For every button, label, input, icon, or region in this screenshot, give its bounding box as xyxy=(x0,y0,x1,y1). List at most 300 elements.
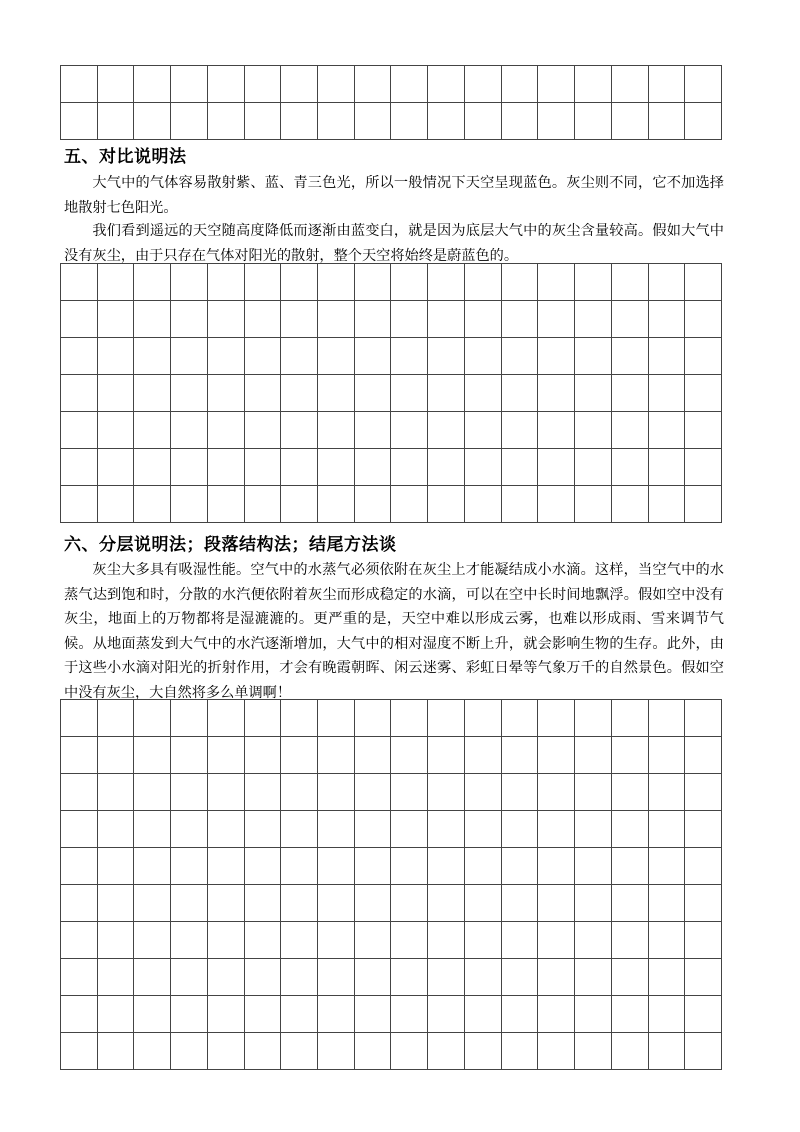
grid-cell xyxy=(391,848,428,885)
grid-cell xyxy=(575,848,612,885)
grid-cell xyxy=(208,103,245,140)
grid-cell xyxy=(685,885,722,922)
section-6-paragraph-1: 灰尘大多具有吸湿性能。空气中的水蒸气必须依附在灰尘上才能凝结成小水滴。这样，当空气中的水蒸气达到饱和时，分散的水汽便依附着灰尘而形成稳定的水滴，可以在空中长时间地飘浮。假如空中没有灰尘，地面上的万物都将是湿漉漉的。更严重的是，天空中难以形成云雾，也难以形成雨、雪来调节气候。从地面蒸发到大气中的水汽逐渐增加，大气中的相对湿度不断上升，就会影响生物的生存。此外，由于这些小水滴对阳光的折射作用，才会有晚霞朝晖、闲云迷雾、彩虹日晕等气象万千的自然景色。假如空中没有灰尘，大自然将多么单调啊！ xyxy=(64,562,724,701)
grid-cell xyxy=(171,301,208,338)
grid-cell xyxy=(538,449,575,486)
grid-cell xyxy=(391,737,428,774)
grid-cell xyxy=(318,996,355,1033)
grid-cell xyxy=(391,66,428,103)
grid-cell xyxy=(208,811,245,848)
grid-cell xyxy=(245,412,282,449)
grid-cell xyxy=(465,1033,502,1070)
grid-cell xyxy=(428,737,465,774)
grid-cell xyxy=(318,412,355,449)
grid-cell xyxy=(318,66,355,103)
grid-cell xyxy=(391,959,428,996)
grid-cell xyxy=(61,264,98,301)
grid-cell xyxy=(208,264,245,301)
grid-cell xyxy=(98,375,135,412)
grid-cell xyxy=(612,338,649,375)
grid-cell xyxy=(355,338,392,375)
grid-cell xyxy=(134,885,171,922)
grid-cell xyxy=(428,338,465,375)
grid-cell xyxy=(281,264,318,301)
grid-cell xyxy=(685,375,722,412)
grid-cell xyxy=(171,1033,208,1070)
grid-cell xyxy=(649,301,686,338)
grid-cell xyxy=(575,66,612,103)
grid-cell xyxy=(575,301,612,338)
grid-cell xyxy=(649,811,686,848)
grid-cell xyxy=(575,449,612,486)
grid-cell xyxy=(98,412,135,449)
grid-cell xyxy=(355,66,392,103)
grid-cell xyxy=(98,1033,135,1070)
grid-cell xyxy=(465,700,502,737)
grid-cell xyxy=(649,264,686,301)
grid-cell xyxy=(685,922,722,959)
grid-cell xyxy=(355,959,392,996)
grid-cell xyxy=(245,774,282,811)
grid-cell xyxy=(171,700,208,737)
grid-cell xyxy=(61,301,98,338)
grid-cell xyxy=(245,338,282,375)
grid-cell xyxy=(98,449,135,486)
grid-cell xyxy=(61,1033,98,1070)
grid-cell xyxy=(465,885,502,922)
grid-cell xyxy=(502,486,539,523)
grid-cell xyxy=(538,700,575,737)
grid-cell xyxy=(61,338,98,375)
grid-cell xyxy=(134,103,171,140)
grid-cell xyxy=(538,66,575,103)
grid-cell xyxy=(649,449,686,486)
grid-cell xyxy=(355,486,392,523)
grid-cell xyxy=(465,922,502,959)
grid-cell xyxy=(245,66,282,103)
grid-cell xyxy=(575,885,612,922)
grid-cell xyxy=(171,774,208,811)
grid-cell xyxy=(649,848,686,885)
grid-cell xyxy=(318,922,355,959)
grid-cell xyxy=(612,264,649,301)
grid-cell xyxy=(649,103,686,140)
grid-cell xyxy=(612,959,649,996)
grid-cell xyxy=(318,848,355,885)
grid-cell xyxy=(465,264,502,301)
grid-cell xyxy=(318,811,355,848)
grid-cell xyxy=(538,885,575,922)
grid-cell xyxy=(208,338,245,375)
grid-cell xyxy=(281,1033,318,1070)
grid-cell xyxy=(538,959,575,996)
grid-cell xyxy=(465,811,502,848)
grid-cell xyxy=(428,811,465,848)
grid-cell xyxy=(98,959,135,996)
grid-cell xyxy=(61,375,98,412)
grid-cell xyxy=(465,103,502,140)
grid-cell xyxy=(281,103,318,140)
grid-cell xyxy=(355,885,392,922)
grid-cell xyxy=(649,885,686,922)
grid-cell xyxy=(575,264,612,301)
grid-cell xyxy=(355,375,392,412)
section-5-paragraph-2: 我们看到遥远的天空随高度降低而逐渐由蓝变白，就是因为底层大气中的灰尘含量较高。假如大气中没有灰尘，由于只存在气体对阳光的散射，整个天空将始终是蔚蓝色的。 xyxy=(64,223,724,264)
grid-cell xyxy=(134,486,171,523)
grid-cell xyxy=(171,486,208,523)
grid-cell xyxy=(649,375,686,412)
grid-cell xyxy=(61,103,98,140)
grid-cell xyxy=(61,66,98,103)
grid-cell xyxy=(502,1033,539,1070)
grid-cell xyxy=(428,700,465,737)
grid-cell xyxy=(134,264,171,301)
grid-cell xyxy=(134,959,171,996)
grid-cell xyxy=(318,700,355,737)
grid-cell xyxy=(612,375,649,412)
grid-cell xyxy=(428,774,465,811)
grid-cell xyxy=(612,811,649,848)
grid-cell xyxy=(685,959,722,996)
grid-cell xyxy=(134,774,171,811)
grid-cell xyxy=(245,1033,282,1070)
grid-cell xyxy=(685,486,722,523)
grid-cell xyxy=(245,996,282,1033)
grid-cell xyxy=(355,922,392,959)
grid-cell xyxy=(538,848,575,885)
grid-cell xyxy=(612,103,649,140)
grid-cell xyxy=(428,848,465,885)
grid-cell xyxy=(502,449,539,486)
grid-cell xyxy=(538,737,575,774)
grid-cell xyxy=(355,301,392,338)
grid-cell xyxy=(391,301,428,338)
grid-cell xyxy=(575,811,612,848)
grid-cell xyxy=(502,737,539,774)
grid-cell xyxy=(134,338,171,375)
grid-cell xyxy=(685,301,722,338)
grid-cell xyxy=(502,922,539,959)
grid-cell xyxy=(281,811,318,848)
grid-cell xyxy=(134,375,171,412)
section-5-paragraph-1: 大气中的气体容易散射紫、蓝、青三色光，所以一般情况下天空呈现蓝色。灰尘则不同，它不加选择地散射七色阳光。 xyxy=(64,175,724,216)
grid-cell xyxy=(355,264,392,301)
grid-cell xyxy=(318,774,355,811)
grid-cell xyxy=(391,375,428,412)
grid-cell xyxy=(281,774,318,811)
grid-cell xyxy=(428,885,465,922)
grid-cell xyxy=(391,449,428,486)
grid-cell xyxy=(245,700,282,737)
grid-cell xyxy=(575,412,612,449)
grid-cell xyxy=(428,449,465,486)
grid-cell xyxy=(245,264,282,301)
grid-cell xyxy=(98,103,135,140)
grid-cell xyxy=(685,449,722,486)
grid-cell xyxy=(685,737,722,774)
grid-cell xyxy=(171,922,208,959)
grid-cell xyxy=(612,700,649,737)
grid-cell xyxy=(61,774,98,811)
grid-cell xyxy=(245,486,282,523)
grid-cell xyxy=(208,996,245,1033)
grid-cell xyxy=(98,922,135,959)
grid-cell xyxy=(134,737,171,774)
grid-cell xyxy=(649,996,686,1033)
grid-cell xyxy=(281,338,318,375)
grid-cell xyxy=(428,412,465,449)
grid-cell xyxy=(575,486,612,523)
grid-cell xyxy=(538,301,575,338)
grid-cell xyxy=(685,700,722,737)
grid-cell xyxy=(98,700,135,737)
grid-cell xyxy=(575,700,612,737)
grid-cell xyxy=(281,959,318,996)
grid-cell xyxy=(98,811,135,848)
grid-cell xyxy=(318,449,355,486)
grid-cell xyxy=(208,66,245,103)
grid-cell xyxy=(281,737,318,774)
grid-cell xyxy=(649,922,686,959)
grid-cell xyxy=(685,811,722,848)
grid-cell xyxy=(245,922,282,959)
grid-cell xyxy=(391,811,428,848)
grid-cell xyxy=(208,848,245,885)
grid-cell xyxy=(281,375,318,412)
grid-cell xyxy=(208,885,245,922)
grid-cell xyxy=(245,375,282,412)
grid-cell xyxy=(208,1033,245,1070)
grid-cell xyxy=(685,774,722,811)
grid-cell xyxy=(171,885,208,922)
grid-cell xyxy=(318,1033,355,1070)
grid-cell xyxy=(61,486,98,523)
grid-cell xyxy=(318,486,355,523)
grid-cell xyxy=(649,412,686,449)
grid-cell xyxy=(538,264,575,301)
grid-cell xyxy=(355,848,392,885)
grid-cell xyxy=(355,737,392,774)
grid-cell xyxy=(245,811,282,848)
grid-cell xyxy=(538,922,575,959)
grid-cell xyxy=(685,996,722,1033)
grid-cell xyxy=(281,449,318,486)
grid-cell xyxy=(208,737,245,774)
grid-cell xyxy=(281,922,318,959)
grid-cell xyxy=(171,66,208,103)
grid-cell xyxy=(538,338,575,375)
grid-cell xyxy=(134,700,171,737)
grid-cell xyxy=(134,848,171,885)
grid-cell xyxy=(171,103,208,140)
grid-cell xyxy=(685,848,722,885)
grid-cell xyxy=(355,811,392,848)
grid-cell xyxy=(391,412,428,449)
grid-cell xyxy=(61,700,98,737)
grid-cell xyxy=(465,375,502,412)
grid-cell xyxy=(502,338,539,375)
grid-cell xyxy=(171,848,208,885)
grid-cell xyxy=(465,959,502,996)
grid-cell xyxy=(281,848,318,885)
grid-cell xyxy=(318,885,355,922)
grid-cell xyxy=(134,996,171,1033)
grid-cell xyxy=(61,449,98,486)
grid-cell xyxy=(502,375,539,412)
grid-cell xyxy=(355,774,392,811)
grid-cell xyxy=(428,301,465,338)
grid-cell xyxy=(612,996,649,1033)
grid-cell xyxy=(575,338,612,375)
grid-cell xyxy=(171,338,208,375)
grid-cell xyxy=(134,449,171,486)
grid-cell xyxy=(98,66,135,103)
grid-cell xyxy=(391,264,428,301)
grid-cell xyxy=(538,1033,575,1070)
grid-cell xyxy=(245,737,282,774)
grid-cell xyxy=(391,922,428,959)
grid-cell xyxy=(502,996,539,1033)
grid-cell xyxy=(465,996,502,1033)
grid-cell xyxy=(575,774,612,811)
grid-cell xyxy=(171,959,208,996)
grid-cell xyxy=(98,486,135,523)
grid-cell xyxy=(134,412,171,449)
grid-cell xyxy=(612,885,649,922)
writing-grid-3 xyxy=(60,699,722,1070)
grid-cell xyxy=(649,700,686,737)
grid-cell xyxy=(245,848,282,885)
grid-cell xyxy=(685,338,722,375)
grid-cell xyxy=(502,848,539,885)
grid-cell xyxy=(538,412,575,449)
grid-cell xyxy=(171,264,208,301)
grid-cell xyxy=(649,338,686,375)
grid-cell xyxy=(98,338,135,375)
grid-cell xyxy=(61,737,98,774)
grid-cell xyxy=(134,1033,171,1070)
grid-cell xyxy=(428,996,465,1033)
grid-cell xyxy=(355,700,392,737)
grid-cell xyxy=(61,959,98,996)
grid-cell xyxy=(61,811,98,848)
grid-cell xyxy=(134,301,171,338)
grid-cell xyxy=(245,885,282,922)
grid-cell xyxy=(612,737,649,774)
grid-cell xyxy=(98,848,135,885)
grid-cell xyxy=(502,811,539,848)
grid-cell xyxy=(391,885,428,922)
grid-cell xyxy=(575,959,612,996)
grid-cell xyxy=(465,774,502,811)
grid-cell xyxy=(281,66,318,103)
grid-cell xyxy=(685,103,722,140)
grid-cell xyxy=(465,848,502,885)
grid-cell xyxy=(502,412,539,449)
grid-cell xyxy=(612,66,649,103)
grid-cell xyxy=(208,449,245,486)
grid-cell xyxy=(649,486,686,523)
grid-cell xyxy=(649,959,686,996)
grid-cell xyxy=(428,103,465,140)
grid-cell xyxy=(355,412,392,449)
grid-cell xyxy=(502,301,539,338)
grid-cell xyxy=(685,264,722,301)
grid-cell xyxy=(318,103,355,140)
grid-cell xyxy=(428,486,465,523)
grid-cell xyxy=(428,1033,465,1070)
grid-cell xyxy=(465,301,502,338)
grid-cell xyxy=(391,996,428,1033)
grid-cell xyxy=(575,375,612,412)
grid-cell xyxy=(281,700,318,737)
grid-cell xyxy=(208,486,245,523)
grid-cell xyxy=(575,103,612,140)
grid-cell xyxy=(649,1033,686,1070)
grid-cell xyxy=(502,66,539,103)
grid-cell xyxy=(391,486,428,523)
grid-cell xyxy=(391,774,428,811)
grid-cell xyxy=(502,885,539,922)
grid-cell xyxy=(575,737,612,774)
grid-cell xyxy=(281,301,318,338)
grid-cell xyxy=(355,996,392,1033)
grid-cell xyxy=(208,375,245,412)
grid-cell xyxy=(208,700,245,737)
grid-cell xyxy=(98,774,135,811)
grid-cell xyxy=(355,449,392,486)
grid-cell xyxy=(685,1033,722,1070)
grid-cell xyxy=(98,996,135,1033)
grid-cell xyxy=(171,996,208,1033)
grid-cell xyxy=(171,449,208,486)
grid-cell xyxy=(428,375,465,412)
grid-cell xyxy=(649,66,686,103)
grid-cell xyxy=(61,922,98,959)
grid-cell xyxy=(538,996,575,1033)
grid-cell xyxy=(245,103,282,140)
grid-cell xyxy=(502,774,539,811)
grid-cell xyxy=(245,301,282,338)
grid-cell xyxy=(245,959,282,996)
grid-cell xyxy=(391,338,428,375)
grid-cell xyxy=(281,996,318,1033)
grid-cell xyxy=(134,811,171,848)
grid-cell xyxy=(538,486,575,523)
grid-cell xyxy=(575,922,612,959)
grid-cell xyxy=(612,301,649,338)
grid-cell xyxy=(428,959,465,996)
grid-cell xyxy=(208,959,245,996)
grid-cell xyxy=(538,103,575,140)
grid-cell xyxy=(465,486,502,523)
grid-cell xyxy=(502,103,539,140)
grid-cell xyxy=(208,301,245,338)
writing-grid-1 xyxy=(60,65,722,140)
grid-cell xyxy=(281,412,318,449)
grid-cell xyxy=(465,338,502,375)
grid-cell xyxy=(612,922,649,959)
grid-cell xyxy=(281,885,318,922)
grid-cell xyxy=(208,774,245,811)
grid-cell xyxy=(98,301,135,338)
grid-cell xyxy=(355,1033,392,1070)
section-5-heading: 五、对比说明法 xyxy=(64,147,187,167)
grid-cell xyxy=(575,1033,612,1070)
section-6-heading: 六、分层说明法；段落结构法；结尾方法谈 xyxy=(64,535,397,555)
grid-cell xyxy=(502,700,539,737)
grid-cell xyxy=(98,737,135,774)
